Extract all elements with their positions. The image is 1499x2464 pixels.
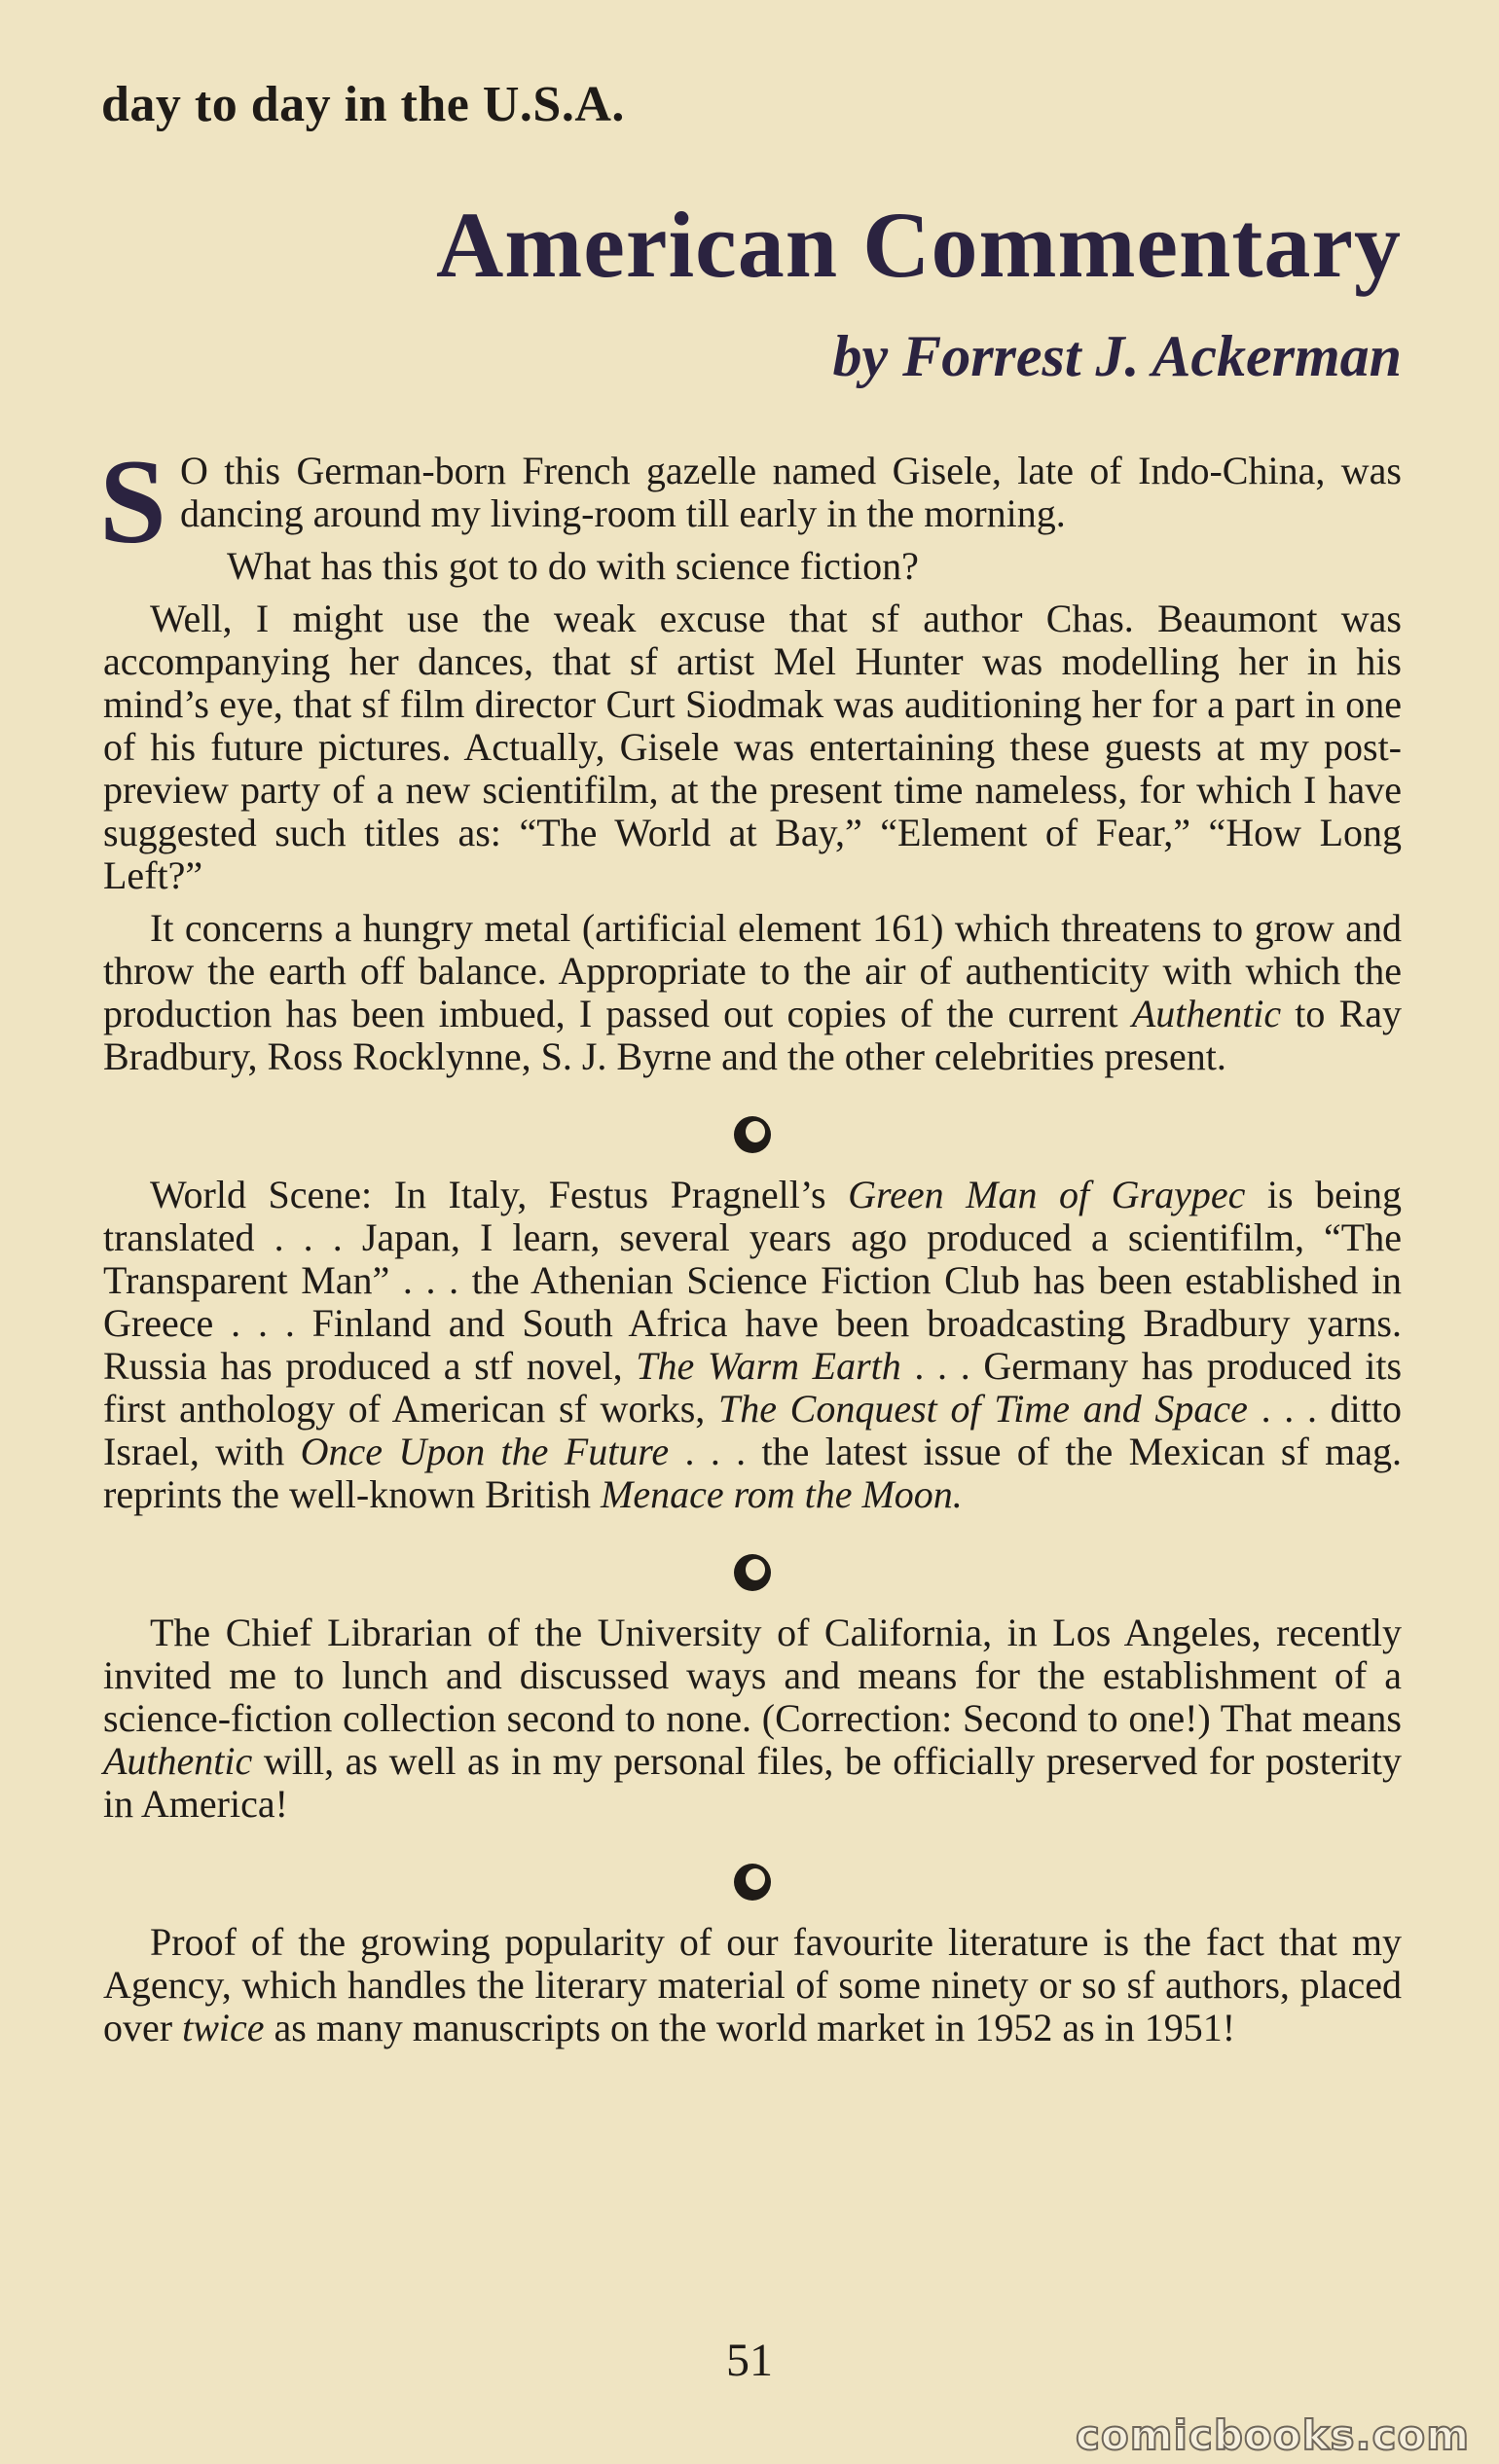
text-run: It concerns a hungry metal (artificial element 161) which threatens to grow and throw the earth off balance. Appropriate to the air of authenticity with which the production has been imbued, I passed out copies of the current xyxy=(103,906,1402,1035)
text-run: . . . the latest issue of the Mexican sf mag. reprints the well-known British xyxy=(103,1430,1402,1516)
text-run: Proof of the growing popularity of our favourite literature is the fact that my Agency, which handles the literary material of some ninety or so sf authors, placed over xyxy=(103,1920,1402,2049)
text-run: . . . Germany has produced its first anthology of American sf works, xyxy=(103,1344,1403,1431)
text-run: is being translated . . . Japan, I learn, several years ago produced a scientifilm, “The Transparent Man” . . . the Athenian Science Fiction Club has been established in Greece . . . Finland and South Africa have been broadcasting Bradbury yarns. Russia has produced a stf novel, xyxy=(103,1173,1403,1388)
drop-cap: S xyxy=(99,435,166,568)
crescent-moon-icon xyxy=(734,1554,771,1591)
watermark-text: comicbooks.com xyxy=(1076,2411,1470,2459)
italic-title: Once Upon the Future xyxy=(300,1430,670,1473)
paragraph-world-scene xyxy=(103,1174,1402,1516)
article-title: American Commentary xyxy=(435,193,1402,297)
crescent-moon-icon xyxy=(734,1864,771,1901)
italic-title: The Warm Earth xyxy=(636,1344,901,1388)
crescent-moon-icon xyxy=(734,1116,771,1153)
paragraph-element-161 xyxy=(103,907,1402,1078)
paragraph-librarian xyxy=(103,1612,1402,1826)
section-divider xyxy=(103,1088,1402,1174)
paragraph-agency xyxy=(103,1921,1402,2049)
article-byline: by Forrest J. Ackerman xyxy=(832,324,1402,388)
text-run: will, as well as in my personal files, be officially preserved for posterity in America! xyxy=(103,1739,1402,1826)
italic-title: Menace rom the Moon. xyxy=(601,1472,963,1516)
text-run: . . . ditto Israel, with xyxy=(103,1387,1403,1473)
section-kicker: day to day in the U.S.A. xyxy=(101,77,625,132)
paragraph-question: What has this got to do with science fiction? xyxy=(226,544,919,588)
italic-emphasis: twice xyxy=(182,2006,265,2049)
paragraph-party: Well, I might use the weak excuse that sf author Chas. Beaumont was accompanying her dances, that sf artist Mel Hunter was modelling her in his mind’s eye, that sf film director Curt Siodmak was auditioning her for a part in one of his future pictures. Actually, Gisele was entertaining these guests at my post-preview party of a new scientifilm, at the present time nameless, for which I have suggested such titles as: “The World at Bay,” “Element of Fear,” “How Long Left?” xyxy=(103,597,1402,897)
text-run: World Scene: In Italy, Festus Pragnell’s xyxy=(150,1173,849,1216)
section-divider xyxy=(103,1526,1402,1612)
text-run: to Ray Bradbury, Ross Rocklynne, S. J. Byrne and the other celebrities present. xyxy=(103,992,1403,1078)
italic-title: Green Man of Graypec xyxy=(848,1173,1246,1216)
italic-title: Authentic xyxy=(103,1739,253,1783)
section-divider xyxy=(103,1835,1402,1921)
article-body xyxy=(99,435,1403,2059)
page-number: 51 xyxy=(726,2335,773,2386)
italic-title: Authentic xyxy=(1131,992,1282,1035)
text-run: as many manuscripts on the world market in 1952 as in 1951! xyxy=(264,2006,1236,2049)
italic-title: The Conquest of Time and Space xyxy=(717,1387,1248,1431)
text-run: The Chief Librarian of the University of California, in Los Angeles, recently invited me to lunch and discussed ways and means for the establishment of a science-fiction collection second to none. (Correction: Second to one!) That means xyxy=(103,1611,1402,1740)
intro-text: O this German-born French gazelle named Gisele, late of Indo-China, was dancing around my living-room till early in the morning. xyxy=(179,449,1402,535)
